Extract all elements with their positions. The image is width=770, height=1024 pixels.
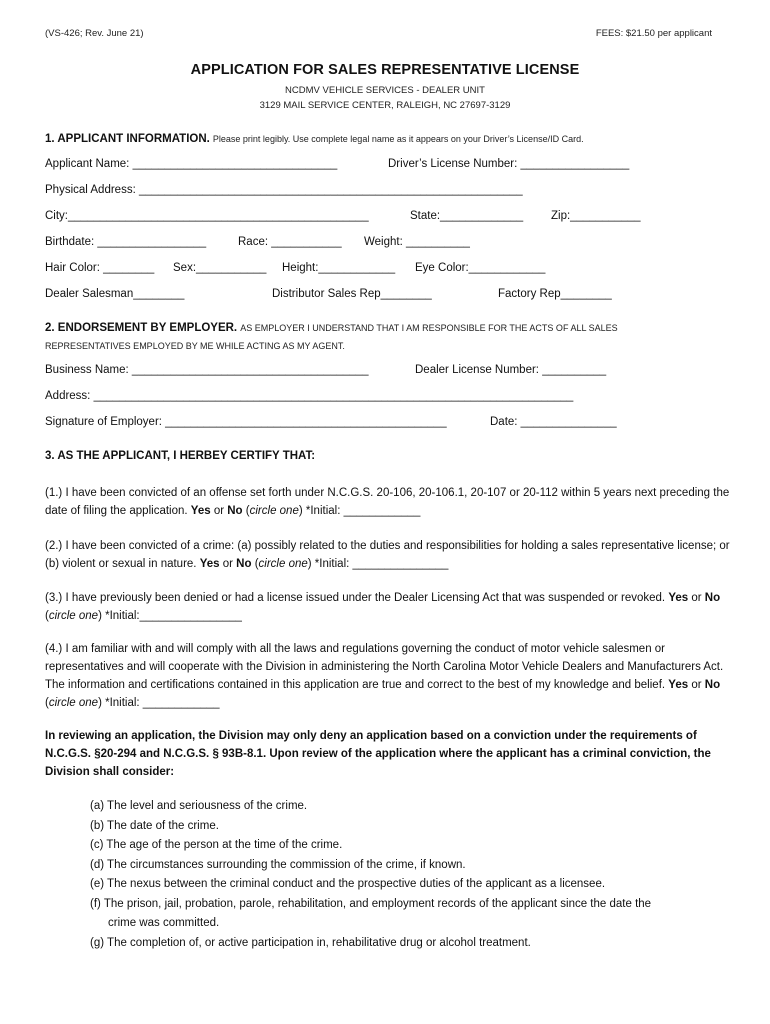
section1-note: Please print legibly. Use complete legal name as it appears on your Driver’s License/ID Card. (212, 134, 584, 144)
form-id: (VS-426; Rev. June 21) (45, 28, 144, 39)
physical-address-field[interactable]: Physical Address: ____________________________________________________________ (45, 184, 523, 196)
agency-address: 3129 MAIL SERVICE CENTER, RALEIGH, NC 27697-3129 (259, 100, 511, 111)
certification-4-circle: circle one (48, 697, 99, 709)
certification-4-initial[interactable]: *Initial: ____________ (105, 697, 220, 709)
considerations-list (90, 797, 730, 953)
race-field[interactable]: Race: ___________ (238, 236, 342, 248)
zip-field[interactable]: Zip:___________ (551, 210, 641, 222)
certification-3-circle: circle one (48, 610, 99, 622)
consideration-f: (f) The prison, jail, probation, parole, rehabilitation, and employment records of the applicant since the date the (90, 897, 652, 910)
review-paragraph: In reviewing an application, the Division may only deny an application based on a conviction under the requirements of N.C.G.S. §20-294 and N.C.G.S. § 93B-8.1. Upon review of the application where the applicant has a criminal conviction, the Division shall consider: (45, 730, 711, 778)
state-field[interactable]: State:_____________ (410, 210, 524, 222)
distributor-rep-field[interactable]: Distributor Sales Rep________ (272, 288, 432, 300)
consideration-d: (d) The circumstances surrounding the commission of the crime, if known. (90, 858, 466, 871)
hair-color-field[interactable]: Hair Color: ________ (45, 262, 155, 274)
section2-note-2: REPRESENTATIVES EMPLOYED BY ME WHILE ACTING AS MY AGENT. (45, 341, 345, 351)
factory-rep-field[interactable]: Factory Rep________ (498, 288, 612, 300)
certification-4-or: or (691, 679, 702, 691)
form-title: APPLICATION FOR SALES REPRESENTATIVE LICENSE (190, 62, 580, 78)
consideration-e: (e) The nexus between the criminal conduct and the prospective duties of the applicant as a licensee. (90, 878, 606, 890)
certification-2-or: or (222, 558, 233, 570)
certification-1-no[interactable]: No (227, 505, 243, 517)
certification-3-yes[interactable]: Yes (668, 592, 689, 604)
drivers-license-field[interactable]: Driver’s License Number: _________________ (388, 158, 630, 170)
section2-note-1: AS EMPLOYER I UNDERSTAND THAT I AM RESPONSIBLE FOR THE ACTS OF ALL SALES (240, 323, 618, 333)
section2-heading-row (45, 322, 618, 334)
certification-1-text: (1.) I have been convicted of an offense set forth under N.C.G.S. 20-106, 20-106.1, 20-107 or 20-112 within 5 years next preceding the date of filing the application. (45, 487, 730, 517)
birthdate-field[interactable]: Birthdate: _________________ (45, 236, 207, 248)
certification-4-no[interactable]: No (704, 679, 721, 691)
height-field[interactable]: Height:____________ (282, 262, 396, 274)
section2-note-row (45, 340, 345, 352)
certification-3-no[interactable]: No (704, 592, 721, 604)
city-field[interactable]: City:_______________________________________________ (45, 210, 369, 222)
certification-2: (2.) I have been convicted of a crime: (a) possibly related to the duties and responsibilities for holding a sales representative license; or (b) violent or sexual in nature. Yes or No (circle one) *Initial: _______________ (45, 540, 730, 570)
fees-text: FEES: $21.50 per applicant (595, 28, 712, 39)
certification-1-or: or (213, 505, 225, 517)
business-name-field[interactable]: Business Name: _____________________________________ (45, 364, 369, 376)
dealer-salesman-field[interactable]: Dealer Salesman________ (45, 288, 185, 300)
employer-date-field[interactable]: Date: _______________ (490, 416, 617, 428)
certification-4-yes[interactable]: Yes (668, 679, 689, 691)
section1-heading-row (45, 133, 584, 145)
dealer-license-field[interactable]: Dealer License Number: __________ (415, 364, 607, 376)
consideration-c: (c) The age of the person at the time of the crime. (90, 839, 343, 851)
certification-3: (3.) I have previously been denied or had a license issued under the Dealer Licensing Act that was suspended or revoked. Yes or No (circle one) *Initial:________________ (45, 592, 721, 622)
certification-4-text: (4.) I am familiar with and will comply with all the laws and regulations governing the conduct of motor vehicle salesmen or representatives and will cooperate with the Division in administering the North Carolina Motor Vehicle Dealers and Manufacturers Act. The information and certifications contained in this application are true and correct to the best of my knowledge and belief. (45, 643, 724, 691)
consideration-a: (a) The level and seriousness of the crime. (90, 800, 308, 812)
weight-field[interactable]: Weight: __________ (364, 236, 470, 248)
certification-2-yes[interactable]: Yes (199, 558, 220, 570)
section3-heading: 3. AS THE APPLICANT, I HERBEY CERTIFY THAT: (45, 450, 316, 462)
certification-2-circle: circle one (258, 558, 308, 570)
section1-heading: 1. APPLICANT INFORMATION. (45, 133, 210, 145)
certification-1: (1.) I have been convicted of an offense set forth under N.C.G.S. 20-106, 20-106.1, 20-107 or 20-112 within 5 years next preceding the date of filing the application. Yes or No (circle one) *Initial: ____________ (45, 487, 730, 517)
eye-color-field[interactable]: Eye Color:____________ (415, 262, 546, 274)
agency-name: NCDMV VEHICLE SERVICES - DEALER UNIT (285, 85, 485, 96)
certification-1-circle: circle one (249, 505, 299, 517)
sex-field[interactable]: Sex:___________ (173, 262, 267, 274)
certification-2-no[interactable]: No (236, 558, 252, 570)
certification-3-or: or (691, 592, 702, 604)
certification-1-initial[interactable]: *Initial: ____________ (305, 505, 421, 517)
certification-1-yes[interactable]: Yes (190, 505, 211, 517)
certification-4: (4.) I am familiar with and will comply with all the laws and regulations governing the conduct of motor vehicle salesmen or representatives and will cooperate with the Division in administering the North Carolina Motor Vehicle Dealers and Manufacturers Act. The information and certifications contained in this application are true and correct to the best of my knowledge and belief. Yes or No (circle one) *Initial: ____________ (45, 643, 724, 709)
employer-signature-field[interactable]: Signature of Employer: ____________________________________________ (45, 416, 447, 428)
section2-heading: 2. ENDORSEMENT BY EMPLOYER. (45, 322, 238, 334)
consideration-g: (g) The completion of, or active participation in, rehabilitative drug or alcohol treatment. (90, 936, 531, 949)
certification-2-text: (2.) I have been convicted of a crime: (a) possibly related to the duties and responsibilities for holding a sales representative license; or (b) violent or sexual in nature. (45, 540, 730, 570)
consideration-f-continued: crime was committed. (108, 917, 220, 929)
certification-3-text: (3.) I have previously been denied or had a license issued under the Dealer Licensing Act that was suspended or revoked. (45, 592, 666, 604)
applicant-name-field[interactable]: Applicant Name: ________________________________ (45, 158, 338, 170)
employer-address-field[interactable]: Address: ___________________________________________________________________________ (45, 390, 574, 402)
certification-3-initial[interactable]: *Initial:________________ (105, 610, 242, 622)
consideration-b: (b) The date of the crime. (90, 819, 219, 832)
certification-2-initial[interactable]: *Initial: _______________ (314, 558, 449, 570)
